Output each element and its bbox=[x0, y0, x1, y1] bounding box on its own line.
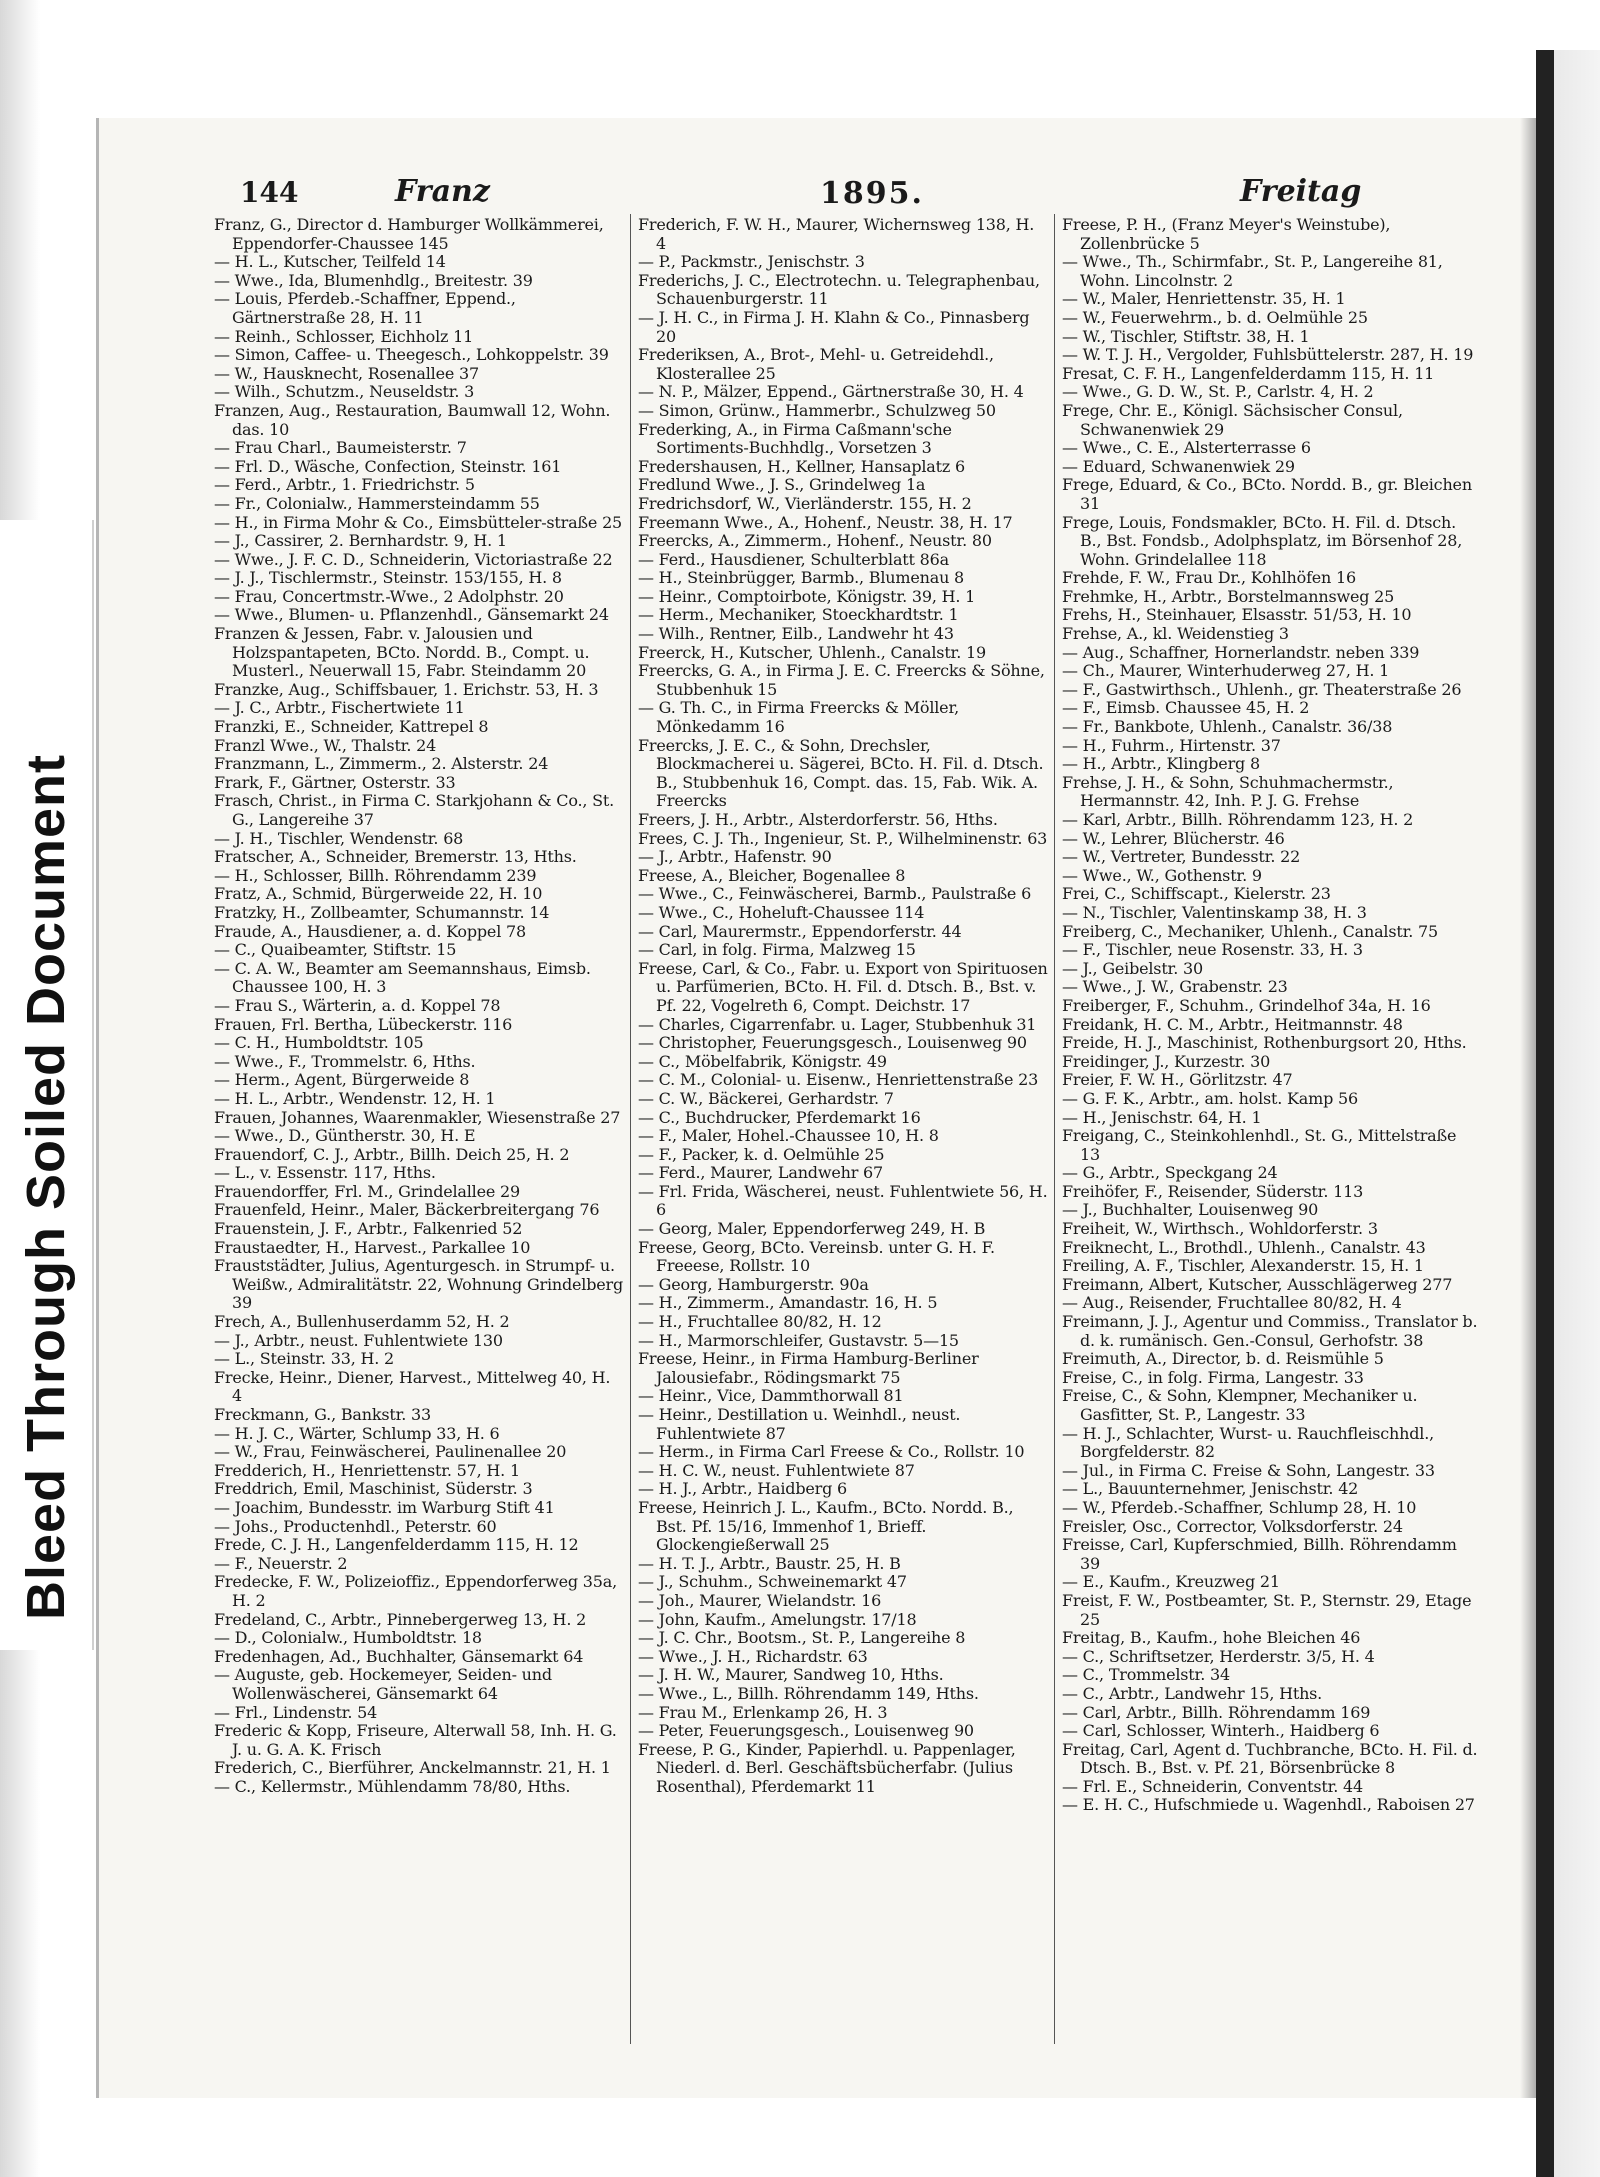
directory-entry: — Jul., in Firma C. Freise & Sohn, Langestr. 33 bbox=[1062, 1460, 1435, 1480]
directory-entry: Freist, F. W., Postbeamter, St. P., Sternstr. 29, Etage 25 bbox=[1062, 1590, 1472, 1629]
directory-entry: Fraude, A., Hausdiener, a. d. Koppel 78 bbox=[214, 921, 526, 941]
directory-entry: — W., Hausknecht, Rosenallee 37 bbox=[214, 363, 479, 383]
directory-entry: — J. H., Tischler, Wendenstr. 68 bbox=[214, 828, 464, 848]
directory-entry: Freiheit, W., Wirthsch., Wohldorferstr. 3 bbox=[1062, 1219, 1378, 1239]
directory-entry: Freimann, J. J., Agentur und Commiss., Translator b. d. k. rumänisch. Gen.-Consul, Gerhofstr. 38 bbox=[1062, 1312, 1478, 1350]
directory-entry: Franzmann, L., Zimmerm., 2. Alsterstr. 24 bbox=[214, 754, 549, 774]
directory-entry: — E. H. C., Hufschmiede u. Wagenhdl., Raboisen 27 bbox=[1062, 1795, 1475, 1815]
directory-entry: Freidinger, J., Kurzestr. 30 bbox=[1062, 1051, 1271, 1071]
directory-entry: Frege, Louis, Fondsmakler, BCto. H. Fil. d. Dtsch. B., Bst. Fondsb., Adolphsplatz, im Börsenhof 28, Wohn. Grindelallee 118 bbox=[1062, 512, 1463, 569]
directory-entry: — H. J., Schlachter, Wurst- u. Rauchfleischhdl., Borgfelderstr. 82 bbox=[1062, 1423, 1434, 1462]
directory-entry: Franzke, Aug., Schiffsbauer, 1. Erichstr. 53, H. 3 bbox=[214, 679, 599, 699]
directory-entry: Frederking, A., in Firma Caßmann'sche Sortiments-Buchhdlg., Vorsetzen 3 bbox=[638, 419, 952, 458]
directory-entry: — C., Quaibeamter, Stiftstr. 15 bbox=[214, 940, 457, 960]
directory-entry: — Joh., Maurer, Wielandstr. 16 bbox=[638, 1590, 882, 1610]
directory-entry: — Christopher, Feuerungsgesch., Louisenweg 90 bbox=[638, 1033, 1027, 1053]
directory-entry: — C. H., Humboldtstr. 105 bbox=[214, 1033, 424, 1053]
directory-entry: Frauenstein, J. F., Arbtr., Falkenried 52 bbox=[214, 1219, 523, 1239]
directory-entry: — H., Fruchtallee 80/82, H. 12 bbox=[638, 1312, 882, 1332]
directory-entry: Fresat, C. F. H., Langenfelderdamm 115, H. 11 bbox=[1062, 363, 1435, 383]
directory-entry: Freise, C., in folg. Firma, Langestr. 33 bbox=[1062, 1367, 1364, 1387]
directory-entry: — Fr., Colonialw., Hammersteindamm 55 bbox=[214, 493, 540, 513]
directory-entry: — Georg, Hamburgerstr. 90a bbox=[638, 1274, 869, 1294]
directory-entry: Fredlund Wwe., J. S., Grindelweg 1a bbox=[638, 475, 926, 495]
directory-entry: Frege, Chr. E., Königl. Sächsischer Consul, Schwanenwiek 29 bbox=[1062, 400, 1403, 439]
directory-entry: — Aug., Schaffner, Hornerlandstr. neben 339 bbox=[1062, 642, 1420, 662]
directory-entry: — Charles, Cigarrenfabr. u. Lager, Stubbenhuk 31 bbox=[638, 1014, 1037, 1034]
directory-entry: — Fr., Bankbote, Uhlenh., Canalstr. 36/38 bbox=[1062, 717, 1393, 737]
directory-entry: Frasch, Christ., in Firma C. Starkjohann & Co., St. G., Langereihe 37 bbox=[214, 791, 615, 829]
directory-entry: — Peter, Feuerungsgesch., Louisenweg 90 bbox=[638, 1721, 974, 1741]
directory-entry: — Wwe., Ida, Blumenhdlg., Breitestr. 39 bbox=[214, 270, 533, 290]
directory-entry: Freckmann, G., Bankstr. 33 bbox=[214, 1405, 431, 1424]
directory-entry: — Herm., in Firma Carl Freese & Co., Rollstr. 10 bbox=[638, 1442, 1025, 1462]
directory-entry: — C., Möbelfabrik, Königstr. 49 bbox=[638, 1051, 887, 1071]
page-number: 144 bbox=[240, 176, 299, 209]
directory-entry: Frederic & Kopp, Friseure, Alterwall 58, Inh. H. G. J. u. G. A. K. Frisch bbox=[214, 1721, 617, 1759]
directory-entry: Frederich, C., Bierführer, Anckelmannstr. 21, H. 1 bbox=[214, 1758, 611, 1778]
directory-entry: Frederiksen, A., Brot-, Mehl- u. Getreidehdl., Klosterallee 25 bbox=[638, 345, 994, 383]
directory-entry: Frauen, Frl. Bertha, Lübeckerstr. 116 bbox=[214, 1014, 513, 1034]
directory-column-2 bbox=[638, 216, 1048, 2046]
directory-entry: Freese, Carl, & Co., Fabr. u. Export von Spirituosen u. Parfümerien, BCto. H. Fil. d. Dtsch. B., Bst. v. Pf. 22, Vogelreth 6, Compt. Deichstr. 17 bbox=[638, 958, 1048, 1015]
directory-entry: Freese, Georg, BCto. Vereinsb. unter G. H. F. Freeese, Rollstr. 10 bbox=[638, 1237, 995, 1276]
directory-entry: — C. W., Bäckerei, Gerhardstr. 7 bbox=[638, 1088, 894, 1108]
directory-entry: Freise, C., & Sohn, Klempner, Mechaniker u. Gasfitter, St. P., Langestr. 33 bbox=[1062, 1386, 1418, 1424]
directory-entry: — J., Buchhalter, Louisenweg 90 bbox=[1062, 1200, 1319, 1220]
directory-entry: — G., Arbtr., Speckgang 24 bbox=[1062, 1163, 1278, 1183]
directory-entry: Freercks, J. E. C., & Sohn, Drechsler, Blockmacherei u. Sägerei, BCto. H. Fil. d. Dtsch. B., Stubbenhuk 16, Compt. das. 15, Fab. Wik. A. Freercks bbox=[638, 735, 1044, 811]
directory-entry: — Wilh., Schutzm., Neuseldstr. 3 bbox=[214, 382, 475, 402]
directory-entry: — J. C. Chr., Bootsm., St. P., Langereihe 8 bbox=[638, 1628, 966, 1648]
directory-entry: Frehde, F. W., Frau Dr., Kohlhöfen 16 bbox=[1062, 568, 1357, 588]
directory-entry: Freimuth, A., Director, b. d. Reismühle 5 bbox=[1062, 1349, 1384, 1369]
directory-entry: — Wwe., C., Feinwäscherei, Barmb., Paulstraße 6 bbox=[638, 884, 1032, 904]
directory-entry: — H., Schlosser, Billh. Röhrendamm 239 bbox=[214, 865, 537, 885]
directory-entry: — H., Zimmerm., Amandastr. 16, H. 5 bbox=[638, 1293, 938, 1313]
directory-entry: Fredershausen, H., Kellner, Hansaplatz 6 bbox=[638, 456, 965, 476]
directory-entry: — Carl, in folg. Firma, Malzweg 15 bbox=[638, 940, 916, 960]
directory-entry: Frei, C., Schiffscapt., Kielerstr. 23 bbox=[1062, 884, 1331, 904]
directory-entry: Freercks, A., Zimmerm., Hohenf., Neustr. 80 bbox=[638, 531, 992, 551]
directory-entry: Franzen & Jessen, Fabr. v. Jalousien und Holzspantapeten, BCto. Nordd. B., Compt. u. Musterl., Neuerwall 15, Fabr. Steindamm 20 bbox=[214, 624, 590, 681]
directory-entry: Freisler, Osc., Corrector, Volksdorferstr. 24 bbox=[1062, 1516, 1403, 1536]
directory-entry: — E., Kaufm., Kreuzweg 21 bbox=[1062, 1572, 1280, 1592]
directory-entry: Freiberg, C., Mechaniker, Uhlenh., Canalstr. 75 bbox=[1062, 921, 1438, 941]
directory-entry: — Wwe., L., Billh. Röhrendamm 149, Hths. bbox=[638, 1683, 979, 1703]
directory-entry: — Ferd., Arbtr., 1. Friedrichstr. 5 bbox=[214, 475, 475, 495]
directory-entry: — Frl., Lindenstr. 54 bbox=[214, 1702, 378, 1722]
directory-entry: Frege, Eduard, & Co., BCto. Nordd. B., gr. Bleichen 31 bbox=[1062, 475, 1472, 513]
directory-entry: Frees, C. J. Th., Ingenieur, St. P., Wilhelminenstr. 63 bbox=[638, 828, 1048, 848]
directory-entry: — F., Gastwirthsch., Uhlenh., gr. Theaterstraße 26 bbox=[1062, 679, 1462, 699]
directory-entry: Frehmke, H., Arbtr., Borstelmannsweg 25 bbox=[1062, 586, 1395, 606]
directory-entry: — Frau, Concertmstr.-Wwe., 2 Adolphstr. 20 bbox=[214, 586, 564, 606]
directory-entry: Franzki, E., Schneider, Kattrepel 8 bbox=[214, 717, 489, 737]
directory-entry: — W., Vertreter, Bundesstr. 22 bbox=[1062, 847, 1301, 867]
directory-entry: — H. C. W., neust. Fuhlentwiete 87 bbox=[638, 1460, 915, 1480]
directory-entry: — Frau S., Wärterin, a. d. Koppel 78 bbox=[214, 995, 501, 1015]
directory-entry: Frecke, Heinr., Diener, Harvest., Mittelweg 40, H. 4 bbox=[214, 1367, 611, 1406]
directory-entry: — Johs., Productenhdl., Peterstr. 60 bbox=[214, 1516, 497, 1536]
directory-entry: Frederichs, J. C., Electrotechn. u. Telegraphenbau, Schauenburgerstr. 11 bbox=[638, 270, 1040, 309]
left-keyword: Franz bbox=[395, 174, 490, 209]
directory-entry: — D., Colonialw., Humboldtstr. 18 bbox=[214, 1628, 482, 1648]
directory-entry: — Ferd., Maurer, Landwehr 67 bbox=[638, 1163, 884, 1183]
directory-entry: Freihöfer, F., Reisender, Süderstr. 113 bbox=[1062, 1181, 1364, 1201]
directory-entry: — Carl, Arbtr., Billh. Röhrendamm 169 bbox=[1062, 1702, 1371, 1722]
directory-entry: — Joachim, Bundesstr. im Warburg Stift 41 bbox=[214, 1497, 555, 1517]
directory-entry: Freiling, A. F., Tischler, Alexanderstr. 15, H. 1 bbox=[1062, 1256, 1424, 1276]
directory-entry: — L., Bauunternehmer, Jenischstr. 42 bbox=[1062, 1479, 1359, 1499]
directory-entry: — Wwe., W., Gothenstr. 9 bbox=[1062, 865, 1262, 885]
directory-entry: — C., Kellermstr., Mühlendamm 78/80, Hths. bbox=[214, 1776, 571, 1796]
directory-entry: Fredrichsdorf, W., Vierländerstr. 155, H. 2 bbox=[638, 493, 972, 513]
directory-entry: — Frl. Frida, Wäscherei, neust. Fuhlentwiete 56, H. 6 bbox=[638, 1181, 1048, 1220]
directory-entry: — Reinh., Schlosser, Eichholz 11 bbox=[214, 326, 474, 346]
directory-entry: — N. P., Mälzer, Eppend., Gärtnerstraße 30, H. 4 bbox=[638, 382, 1024, 402]
directory-entry: — W., Frau, Feinwäscherei, Paulinenallee 20 bbox=[214, 1442, 567, 1462]
directory-entry: — H., Fuhrm., Hirtenstr. 37 bbox=[1062, 735, 1281, 755]
directory-entry: — Georg, Maler, Eppendorferweg 249, H. B bbox=[638, 1219, 986, 1239]
directory-entry: — C., Buchdrucker, Pferdemarkt 16 bbox=[638, 1107, 921, 1127]
directory-column-1 bbox=[214, 216, 624, 2046]
directory-entry: Freiberger, F., Schuhm., Grindelhof 34a, H. 16 bbox=[1062, 995, 1431, 1015]
directory-entry: — Wilh., Rentner, Eilb., Landwehr ht 43 bbox=[638, 624, 954, 644]
directory-entry: Freese, A., Bleicher, Bogenallee 8 bbox=[638, 865, 906, 885]
directory-entry: Frauststädter, Julius, Agenturgesch. in Strumpf- u. Weißw., Admiralitätstr. 22, Wohnung Grindelberg 39 bbox=[214, 1256, 624, 1313]
directory-entry: — N., Tischler, Valentinskamp 38, H. 3 bbox=[1062, 902, 1367, 922]
directory-entry: — Wwe., Blumen- u. Pflanzenhdl., Gänsemarkt 24 bbox=[214, 605, 609, 625]
directory-entry: — L., v. Essenstr. 117, Hths. bbox=[214, 1163, 436, 1183]
directory-entry: — H. J. C., Wärter, Schlump 33, H. 6 bbox=[214, 1423, 500, 1443]
directory-entry: — Heinr., Vice, Dammthorwall 81 bbox=[638, 1386, 904, 1406]
directory-entry: — H., in Firma Mohr & Co., Eimsbütteler-straße 25 bbox=[214, 512, 623, 532]
directory-entry: — W., Maler, Henriettenstr. 35, H. 1 bbox=[1062, 289, 1346, 309]
directory-entry: Freddrich, Emil, Maschinist, Süderstr. 3 bbox=[214, 1479, 533, 1499]
directory-entry: — W., Tischler, Stiftstr. 38, H. 1 bbox=[1062, 326, 1310, 346]
directory-entry: — H., Steinbrügger, Barmb., Blumenau 8 bbox=[638, 568, 965, 588]
directory-entry: Fredenhagen, Ad., Buchhalter, Gänsemarkt 64 bbox=[214, 1646, 584, 1666]
directory-entry: — Ch., Maurer, Winterhuderweg 27, H. 1 bbox=[1062, 661, 1390, 681]
directory-entry: — Herm., Agent, Bürgerweide 8 bbox=[214, 1070, 470, 1090]
directory-entry: Frauen, Johannes, Waarenmakler, Wiesenstraße 27 bbox=[214, 1107, 621, 1127]
directory-entry: — Frau Charl., Baumeisterstr. 7 bbox=[214, 438, 467, 458]
directory-entry: Freigang, C., Steinkohlenhdl., St. G., Mittelstraße 13 bbox=[1062, 1126, 1457, 1164]
directory-entry: — F., Neuerstr. 2 bbox=[214, 1553, 348, 1573]
directory-entry: Freese, P. G., Kinder, Papierhdl. u. Pappenlager, Niederl. d. Berl. Geschäftsbücherfabr. (Julius Rosenthal), Pferdemarkt 11 bbox=[638, 1739, 1016, 1796]
directory-entry: — Ferd., Hausdiener, Schulterblatt 86a bbox=[638, 549, 949, 569]
directory-entry: Frehs, H., Steinhauer, Elsasstr. 51/53, H. 10 bbox=[1062, 605, 1412, 625]
directory-entry: Frehse, J. H., & Sohn, Schuhmachermstr., Hermannstr. 42, Inh. P. J. G. Frehse bbox=[1062, 772, 1394, 811]
directory-entry: — J. C., Arbtr., Fischertwiete 11 bbox=[214, 698, 465, 718]
directory-entry: — F., Eimsb. Chaussee 45, H. 2 bbox=[1062, 698, 1310, 718]
directory-entry: Freitag, B., Kaufm., hohe Bleichen 46 bbox=[1062, 1628, 1361, 1648]
directory-entry: Frech, A., Bullenhuserdamm 52, H. 2 bbox=[214, 1312, 510, 1332]
directory-entry: — H. J., Arbtr., Haidberg 6 bbox=[638, 1479, 847, 1499]
directory-entry: — Carl, Schlosser, Winterh., Haidberg 6 bbox=[1062, 1721, 1380, 1741]
directory-entry: — H. T. J., Arbtr., Baustr. 25, H. B bbox=[638, 1553, 901, 1573]
directory-entry: — Aug., Reisender, Fruchtallee 80/82, H. 4 bbox=[1062, 1293, 1402, 1313]
directory-entry: — F., Maler, Hohel.-Chaussee 10, H. 8 bbox=[638, 1126, 939, 1146]
directory-entry: — Wwe., Th., Schirmfabr., St. P., Langereihe 81, Wohn. Lincolnstr. 2 bbox=[1062, 252, 1443, 290]
directory-entry: Freemann Wwe., A., Hohenf., Neustr. 38, H. 17 bbox=[638, 512, 1013, 532]
right-keyword: Freitag bbox=[1240, 174, 1362, 209]
directory-entry: — Simon, Grünw., Hammerbr., Schulzweg 50 bbox=[638, 400, 996, 420]
directory-entry: Freimann, Albert, Kutscher, Ausschlägerweg 277 bbox=[1062, 1274, 1453, 1294]
directory-entry: Franzen, Aug., Restauration, Baumwall 12, Wohn. das. 10 bbox=[214, 400, 611, 439]
directory-entry: — J., Schuhm., Schweinemarkt 47 bbox=[638, 1572, 907, 1592]
directory-entry: Freese, Heinr., in Firma Hamburg-Berliner Jalousiefabr., Rödingsmarkt 75 bbox=[638, 1349, 979, 1387]
directory-entry: — G. F. K., Arbtr., am. holst. Kamp 56 bbox=[1062, 1088, 1358, 1108]
directory-entry: Freitag, Carl, Agent d. Tuchbranche, BCto. H. Fil. d. Dtsch. B., Bst. v. Pf. 21, Börsenbrücke 8 bbox=[1062, 1739, 1478, 1778]
directory-entry: — C., Schriftsetzer, Herderstr. 3/5, H. 4 bbox=[1062, 1646, 1375, 1666]
directory-entry: Fredeland, C., Arbtr., Pinnebergerweg 13, H. 2 bbox=[214, 1609, 587, 1629]
directory-entry: — W., Lehrer, Blücherstr. 46 bbox=[1062, 828, 1285, 848]
page-header bbox=[240, 176, 1480, 216]
directory-entry: — Louis, Pferdeb.-Schaffner, Eppend., Gärtnerstraße 28, H. 11 bbox=[214, 289, 516, 327]
directory-entry: — J., Geibelstr. 30 bbox=[1062, 958, 1203, 978]
directory-entry: — C. A. W., Beamter am Seemannshaus, Eimsb. Chaussee 100, H. 3 bbox=[214, 958, 591, 997]
directory-entry: Frederich, F. W. H., Maurer, Wichernsweg 138, H. 4 bbox=[638, 216, 1035, 253]
directory-entry: — H., Arbtr., Klingberg 8 bbox=[1062, 754, 1260, 774]
directory-entry: Freerck, H., Kutscher, Uhlenh., Canalstr. 19 bbox=[638, 642, 986, 662]
directory-entry: Freier, F. W. H., Görlitzstr. 47 bbox=[1062, 1070, 1293, 1090]
directory-entry: — J., Arbtr., Hafenstr. 90 bbox=[638, 847, 832, 867]
column-rule bbox=[630, 214, 631, 2044]
directory-entry: — F., Tischler, neue Rosenstr. 33, H. 3 bbox=[1062, 940, 1363, 960]
directory-entry: Freisse, Carl, Kupferschmied, Billh. Röhrendamm 39 bbox=[1062, 1535, 1457, 1573]
directory-entry: Fratzky, H., Zollbeamter, Schumannstr. 14 bbox=[214, 902, 550, 922]
directory-entry: Frauendorf, C. J., Arbtr., Billh. Deich 25, H. 2 bbox=[214, 1144, 570, 1164]
directory-entry: — John, Kaufm., Amelungstr. 17/18 bbox=[638, 1609, 917, 1629]
directory-entry: — P., Packmstr., Jenischstr. 3 bbox=[638, 252, 865, 272]
year-heading: 1895. bbox=[820, 176, 924, 211]
directory-entry: — Karl, Arbtr., Billh. Röhrendamm 123, H. 2 bbox=[1062, 810, 1414, 829]
directory-entry: — Frl. D., Wäsche, Confection, Steinstr. 161 bbox=[214, 456, 562, 476]
directory-entry: Freidank, H. C. M., Arbtr., Heitmannstr. 48 bbox=[1062, 1014, 1403, 1034]
directory-entry: Frehse, A., kl. Weidenstieg 3 bbox=[1062, 624, 1289, 644]
directory-entry: — Wwe., J. H., Richardstr. 63 bbox=[638, 1646, 868, 1666]
directory-entry: — L., Steinstr. 33, H. 2 bbox=[214, 1349, 394, 1369]
directory-entry: — G. Th. C., in Firma Freercks & Möller, Mönkedamm 16 bbox=[638, 698, 960, 737]
directory-entry: Freese, Heinrich J. L., Kaufm., BCto. Nordd. B., Bst. Pf. 15/16, Immenhof 1, Brieff. Glockengießerwall 25 bbox=[638, 1497, 1014, 1555]
directory-entry: — H. L., Arbtr., Wendenstr. 12, H. 1 bbox=[214, 1088, 496, 1108]
directory-entry: — Heinr., Destillation u. Weinhdl., neust. Fuhlentwiete 87 bbox=[638, 1405, 961, 1443]
directory-entry: — Wwe., J. W., Grabenstr. 23 bbox=[1062, 977, 1288, 997]
side-label: Bleed Through Soiled Document bbox=[16, 753, 76, 1620]
column-rule bbox=[1054, 214, 1055, 2044]
directory-entry: Fratscher, A., Schneider, Bremerstr. 13, Hths. bbox=[214, 847, 577, 867]
directory-entry: Franzl Wwe., W., Thalstr. 24 bbox=[214, 735, 437, 755]
directory-entry: Freide, H. J., Maschinist, Rothenburgsort 20, Hths. bbox=[1062, 1033, 1467, 1053]
directory-entry: Frauenfeld, Heinr., Maler, Bäckerbreitergang 76 bbox=[214, 1200, 600, 1220]
directory-entry: — J. J., Tischlermstr., Steinstr. 153/155, H. 8 bbox=[214, 568, 562, 588]
directory-entry: — C. M., Colonial- u. Eisenw., Henriettenstraße 23 bbox=[638, 1070, 1039, 1090]
directory-entry: — Eduard, Schwanenwiek 29 bbox=[1062, 456, 1295, 476]
next-page-edge bbox=[1536, 50, 1600, 2177]
directory-entry: — Auguste, geb. Hockemeyer, Seiden- und Wollenwäscherei, Gänsemarkt 64 bbox=[214, 1665, 552, 1703]
directory-entry: Fraustaedter, H., Harvest., Parkallee 10 bbox=[214, 1237, 531, 1257]
directory-entry: Fratz, A., Schmid, Bürgerweide 22, H. 10 bbox=[214, 884, 543, 904]
directory-entry: — C., Trommelstr. 34 bbox=[1062, 1665, 1230, 1685]
directory-entry: — Heinr., Comptoirbote, Königstr. 39, H. 1 bbox=[638, 586, 976, 606]
directory-entry: — Frau M., Erlenkamp 26, H. 3 bbox=[638, 1702, 888, 1722]
directory-entry: — J., Arbtr., neust. Fuhlentwiete 130 bbox=[214, 1330, 503, 1350]
directory-entry: — Wwe., F., Trommelstr. 6, Hths. bbox=[214, 1051, 476, 1071]
directory-entry: Freers, J. H., Arbtr., Alsterdorferstr. 56, Hths. bbox=[638, 810, 998, 829]
directory-entry: Freercks, G. A., in Firma J. E. C. Freercks & Söhne, Stubbenhuk 15 bbox=[638, 661, 1045, 699]
directory-entry: Freese, P. H., (Franz Meyer's Weinstube), Zollenbrücke 5 bbox=[1062, 216, 1391, 253]
directory-entry: — Wwe., G. D. W., St. P., Carlstr. 4, H. 2 bbox=[1062, 382, 1374, 402]
directory-entry: — F., Packer, k. d. Oelmühle 25 bbox=[638, 1144, 885, 1164]
directory-entry: — H., Jenischstr. 64, H. 1 bbox=[1062, 1107, 1262, 1127]
directory-entry: Frede, C. J. H., Langenfelderdamm 115, H. 12 bbox=[214, 1535, 579, 1555]
directory-entry: — H., Marmorschleifer, Gustavstr. 5—15 bbox=[638, 1330, 959, 1350]
directory-entry: — W. T. J. H., Vergolder, Fuhlsbüttelerstr. 287, H. 19 bbox=[1062, 345, 1474, 365]
directory-entry: — Carl, Maurermstr., Eppendorferstr. 44 bbox=[638, 921, 962, 941]
directory-entry: Franz, G., Director d. Hamburger Wollkämmerei, Eppendorfer-Chaussee 145 bbox=[214, 216, 604, 253]
directory-entry: — Frl. E., Schneiderin, Conventstr. 44 bbox=[1062, 1776, 1364, 1796]
directory-entry: — J. H. W., Maurer, Sandweg 10, Hths. bbox=[638, 1665, 944, 1685]
directory-entry: — W., Feuerwehrm., b. d. Oelmühle 25 bbox=[1062, 307, 1368, 327]
directory-entry: Fredecke, F. W., Polizeioffiz., Eppendorferweg 35a, H. 2 bbox=[214, 1572, 617, 1610]
directory-entry: — Wwe., C., Hoheluft-Chaussee 114 bbox=[638, 902, 925, 922]
directory-entry: Freiknecht, L., Brothdl., Uhlenh., Canalstr. 43 bbox=[1062, 1237, 1426, 1257]
directory-entry: — Wwe., D., Güntherstr. 30, H. E bbox=[214, 1126, 476, 1146]
directory-entry: — Wwe., J. F. C. D., Schneiderin, Victoriastraße 22 bbox=[214, 549, 613, 569]
directory-entry: — Wwe., C. E., Alsterterrasse 6 bbox=[1062, 438, 1311, 458]
directory-entry: — J. H. C., in Firma J. H. Klahn & Co., Pinnasberg 20 bbox=[638, 307, 1030, 346]
directory-entry: — W., Pferdeb.-Schaffner, Schlump 28, H. 10 bbox=[1062, 1497, 1417, 1517]
directory-entry: Frauendorffer, Frl. M., Grindelallee 29 bbox=[214, 1181, 520, 1201]
directory-entry: — C., Arbtr., Landwehr 15, Hths. bbox=[1062, 1683, 1323, 1703]
directory-entry: — J., Cassirer, 2. Bernhardstr. 9, H. 1 bbox=[214, 531, 507, 551]
directory-entry: Fredderich, H., Henriettenstr. 57, H. 1 bbox=[214, 1460, 520, 1480]
directory-entry: — H. L., Kutscher, Teilfeld 14 bbox=[214, 252, 446, 272]
directory-entry: Frark, F., Gärtner, Osterstr. 33 bbox=[214, 772, 456, 792]
directory-column-3 bbox=[1062, 216, 1478, 2046]
directory-entry: — Herm., Mechaniker, Stoeckhardtstr. 1 bbox=[638, 605, 959, 625]
directory-entry: — Simon, Caffee- u. Theegesch., Lohkoppelstr. 39 bbox=[214, 345, 609, 365]
